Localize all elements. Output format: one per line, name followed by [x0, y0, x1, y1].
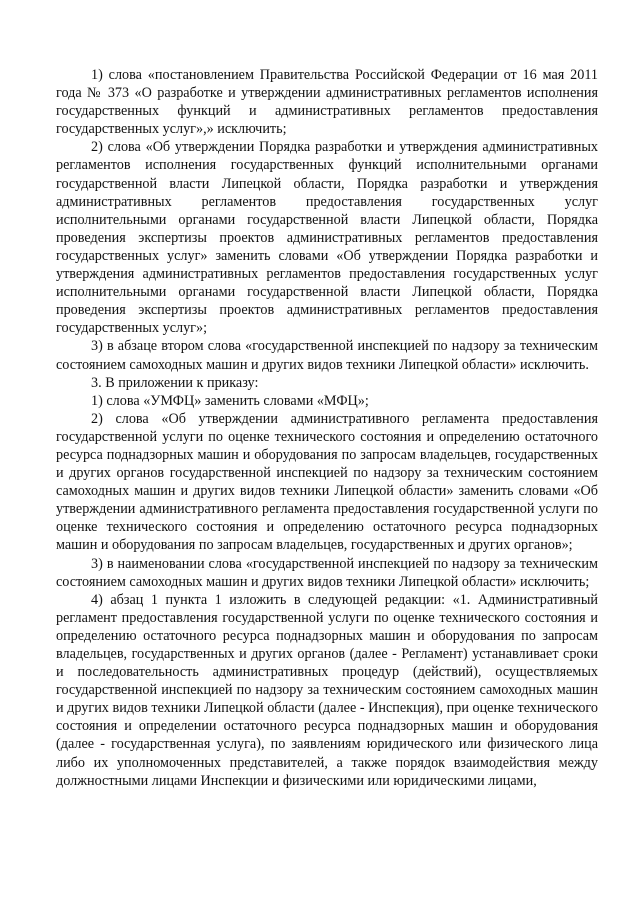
- section-heading-3: 3. В приложении к приказу:: [91, 374, 259, 391]
- paragraph-item-2: 2) слова «Об утверждении Порядка разработки и утверждения административных регламентов исполнения государственных функций исполнительными органами государственной власти Липецкой области, Порядка разработки и утверждения административных регламентов предоставления государственных услуг исполнительными органами государственной власти Липецкой области, Порядка проведения экспертизы проектов административных регламентов предоставления государственных услуг» заменить словами «Об утверждении Порядка разработки и утверждения административных регламентов предоставления государственных услуг исполнительными органами государственной власти Липецкой области, Порядка проведения экспертизы проектов административных регламентов предоставления государственных услуг»;: [56, 139, 598, 337]
- paragraph-item-3-name: 3) в наименовании слова «государственной инспекцией по надзору за техническим состоянием самоходных машин и других видов техники Липецкой области» исключить;: [56, 555, 598, 590]
- paragraph-item-4-abzac: 4) абзац 1 пункта 1 изложить в следующей редакции: «1. Административный регламент предоставления государственной услуги по оценке технического состояния и определению остаточного ресурса поднадзорных машин и оборудования по запросам владельцев, государственных и других органов (далее - Регламент) устанавливает сроки и последовательность административных процедур (действий), осуществляемых государственной инспекцией по надзору за техническим состоянием самоходных машин и других видов техники Липецкой области (далее - Инспекция), при оценке технического состояния и определении остаточного ресурса поднадзорных машин и оборудования (далее - государственная услуга), по заявлениям юридического или физического лица либо их уполномоченных представителей, а также порядок взаимодействия между должностными лицами Инспекции и физическими или юридическими лицами,: [56, 591, 598, 789]
- paragraph-item-1: 1) слова «постановлением Правительства Российской Федерации от 16 мая 2011 года № 373 «О разработке и утверждении административных регламентов исполнения государственных функций и административных регламентов предоставления государственных услуг»,» исключить;: [56, 67, 598, 138]
- paragraph-item-3: 3) в абзаце втором слова «государственной инспекцией по надзору за техническим состоянием самоходных машин и других видов техники Липецкой области» исключить.: [56, 338, 598, 373]
- paragraph-item-1-umfc: 1) слова «УМФЦ» заменить словами «МФЦ»;: [91, 392, 369, 409]
- document-page: [56, 66, 598, 790]
- paragraph-item-2-title: 2) слова «Об утверждении административного регламента предоставления государственной услуги по оценке технического состояния и определению остаточного ресурса поднадзорных машин и оборудования по запросам владельцев, государственных и других органов государственной инспекцией по надзору за техническим состоянием самоходных машин и других видов техники Липецкой области» заменить словами «Об утверждении административного регламента предоставления государственной услуги по оценке технического состояния и определению остаточного ресурса поднадзорных машин и оборудования по запросам владельцев, государственных и других органов»;: [56, 410, 598, 554]
